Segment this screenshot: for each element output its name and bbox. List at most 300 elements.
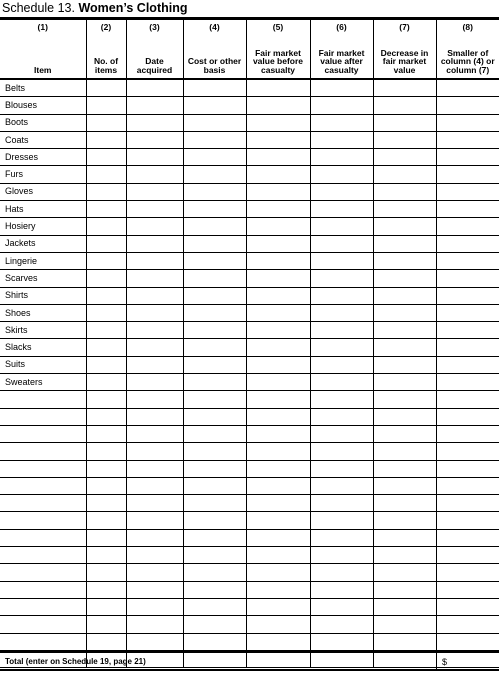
item-name-cell[interactable]: Boots [0, 114, 86, 131]
no-items-cell[interactable] [86, 270, 126, 287]
fmv-before-cell[interactable] [246, 391, 310, 408]
fmv-before-cell[interactable] [246, 252, 310, 269]
cost-basis-cell[interactable] [183, 322, 246, 339]
fmv-before-cell[interactable] [246, 201, 310, 218]
cost-basis-cell[interactable] [183, 443, 246, 460]
fmv-before-cell[interactable] [246, 547, 310, 564]
fmv-after-cell[interactable] [310, 270, 373, 287]
no-items-cell[interactable] [86, 166, 126, 183]
no-items-cell[interactable] [86, 374, 126, 391]
no-items-cell[interactable] [86, 408, 126, 425]
fmv-after-cell[interactable] [310, 495, 373, 512]
decrease-fmv-cell[interactable] [373, 287, 436, 304]
date-acquired-cell[interactable] [126, 97, 183, 114]
date-acquired-cell[interactable] [126, 512, 183, 529]
date-acquired-cell[interactable] [126, 598, 183, 615]
cost-basis-cell[interactable] [183, 218, 246, 235]
decrease-fmv-cell[interactable] [373, 547, 436, 564]
fmv-before-cell[interactable] [246, 564, 310, 581]
smaller-of-cell[interactable] [436, 183, 499, 200]
smaller-of-cell[interactable] [436, 512, 499, 529]
cost-basis-cell[interactable] [183, 460, 246, 477]
item-name-cell[interactable]: Skirts [0, 322, 86, 339]
table-row [0, 235, 499, 252]
fmv-before-cell[interactable] [246, 477, 310, 494]
cost-basis-cell[interactable] [183, 356, 246, 373]
no-items-cell[interactable] [86, 477, 126, 494]
decrease-fmv-cell[interactable] [373, 391, 436, 408]
item-name-cell[interactable] [0, 547, 86, 564]
cost-basis-cell[interactable] [183, 79, 246, 97]
total-amount-cell[interactable] [436, 653, 499, 669]
cost-basis-cell[interactable] [183, 633, 246, 650]
table-row [0, 460, 499, 477]
decrease-fmv-cell[interactable] [373, 270, 436, 287]
smaller-of-cell[interactable] [436, 374, 499, 391]
smaller-of-cell[interactable] [436, 114, 499, 131]
smaller-of-cell[interactable] [436, 356, 499, 373]
smaller-of-cell[interactable] [436, 616, 499, 633]
decrease-fmv-cell[interactable] [373, 252, 436, 269]
smaller-of-cell[interactable] [436, 564, 499, 581]
no-items-cell[interactable] [86, 598, 126, 615]
table-row [0, 270, 499, 287]
fmv-before-cell[interactable] [246, 443, 310, 460]
cost-basis-cell[interactable] [183, 598, 246, 615]
item-name-cell[interactable]: Gloves [0, 183, 86, 200]
date-acquired-cell[interactable] [126, 581, 183, 598]
no-items-cell[interactable] [86, 356, 126, 373]
col-label: No. of items [93, 56, 119, 75]
date-acquired-cell[interactable] [126, 425, 183, 442]
no-items-cell[interactable] [86, 149, 126, 166]
smaller-of-cell[interactable] [436, 304, 499, 321]
item-name-cell[interactable] [0, 633, 86, 650]
table-row [0, 581, 499, 598]
fmv-after-cell[interactable] [310, 477, 373, 494]
decrease-fmv-cell[interactable] [373, 443, 436, 460]
cost-basis-cell[interactable] [183, 512, 246, 529]
no-items-cell[interactable] [86, 97, 126, 114]
smaller-of-cell[interactable] [436, 149, 499, 166]
col-label: Decrease in fair market value [380, 47, 429, 75]
header-no-items [86, 20, 126, 80]
schedule-name: Women’s Clothing [78, 1, 188, 15]
fmv-before-cell[interactable] [246, 304, 310, 321]
fmv-before-cell[interactable] [246, 114, 310, 131]
smaller-of-cell[interactable] [436, 633, 499, 650]
item-name-cell[interactable] [0, 391, 86, 408]
decrease-fmv-cell[interactable] [373, 218, 436, 235]
table-row [0, 564, 499, 581]
decrease-fmv-cell[interactable] [373, 425, 436, 442]
cost-basis-cell[interactable] [183, 408, 246, 425]
decrease-fmv-cell[interactable] [373, 166, 436, 183]
fmv-after-cell[interactable] [310, 356, 373, 373]
fmv-before-cell[interactable] [246, 598, 310, 615]
cost-basis-cell[interactable] [183, 477, 246, 494]
item-name-cell[interactable] [0, 529, 86, 546]
col-label: Smaller of column (4) or column (7) [440, 47, 495, 75]
fmv-after-cell[interactable] [310, 201, 373, 218]
table-row [0, 97, 499, 114]
decrease-fmv-cell[interactable] [373, 581, 436, 598]
no-items-cell[interactable] [86, 201, 126, 218]
fmv-before-cell[interactable] [246, 166, 310, 183]
decrease-fmv-cell[interactable] [373, 495, 436, 512]
cost-basis-cell[interactable] [183, 547, 246, 564]
decrease-fmv-cell[interactable] [373, 633, 436, 650]
fmv-after-cell[interactable] [310, 616, 373, 633]
date-acquired-cell[interactable] [126, 149, 183, 166]
date-acquired-cell[interactable] [126, 131, 183, 148]
fmv-before-cell[interactable] [246, 356, 310, 373]
fmv-before-cell[interactable] [246, 633, 310, 650]
item-name-cell[interactable] [0, 581, 86, 598]
fmv-after-cell[interactable] [310, 633, 373, 650]
fmv-before-cell[interactable] [246, 339, 310, 356]
col-num: (8) [462, 22, 473, 32]
table-row [0, 547, 499, 564]
fmv-after-cell[interactable] [310, 425, 373, 442]
date-acquired-cell[interactable] [126, 252, 183, 269]
smaller-of-cell[interactable] [436, 201, 499, 218]
fmv-after-cell[interactable] [310, 547, 373, 564]
item-name-cell[interactable]: Scarves [0, 270, 86, 287]
table-row [0, 287, 499, 304]
decrease-fmv-cell[interactable] [373, 131, 436, 148]
total-currency: $ [442, 657, 448, 667]
total-label: Total (enter on Schedule 19, page 21) [5, 657, 146, 666]
date-acquired-cell[interactable] [126, 304, 183, 321]
decrease-fmv-cell[interactable] [373, 149, 436, 166]
cost-basis-cell[interactable] [183, 564, 246, 581]
table-row [0, 374, 499, 391]
no-items-cell[interactable] [86, 633, 126, 650]
date-acquired-cell[interactable] [126, 391, 183, 408]
item-name-cell[interactable] [0, 564, 86, 581]
smaller-of-cell[interactable] [436, 339, 499, 356]
table-row [0, 131, 499, 148]
date-acquired-cell[interactable] [126, 166, 183, 183]
item-name-cell[interactable]: Suits [0, 356, 86, 373]
smaller-of-cell[interactable] [436, 166, 499, 183]
decrease-fmv-cell[interactable] [373, 235, 436, 252]
decrease-fmv-cell[interactable] [373, 460, 436, 477]
smaller-of-cell[interactable] [436, 495, 499, 512]
no-items-cell[interactable] [86, 425, 126, 442]
table-row [0, 252, 499, 269]
fmv-before-cell[interactable] [246, 408, 310, 425]
no-items-cell[interactable] [86, 235, 126, 252]
item-name-cell[interactable] [0, 477, 86, 494]
fmv-before-cell[interactable] [246, 287, 310, 304]
no-items-cell[interactable] [86, 495, 126, 512]
date-acquired-cell[interactable] [126, 287, 183, 304]
date-acquired-cell[interactable] [126, 322, 183, 339]
fmv-after-cell[interactable] [310, 460, 373, 477]
fmv-after-cell[interactable] [310, 512, 373, 529]
no-items-cell[interactable] [86, 287, 126, 304]
no-items-cell[interactable] [86, 183, 126, 200]
no-items-cell[interactable] [86, 304, 126, 321]
cost-basis-cell[interactable] [183, 581, 246, 598]
fmv-before-cell[interactable] [246, 322, 310, 339]
fmv-before-cell[interactable] [246, 425, 310, 442]
decrease-fmv-cell[interactable] [373, 114, 436, 131]
item-name-cell[interactable] [0, 616, 86, 633]
no-items-cell[interactable] [86, 339, 126, 356]
date-acquired-cell[interactable] [126, 339, 183, 356]
table-row [0, 322, 499, 339]
smaller-of-cell[interactable] [436, 477, 499, 494]
smaller-of-cell[interactable] [436, 322, 499, 339]
cost-basis-cell[interactable] [183, 235, 246, 252]
date-acquired-cell[interactable] [126, 218, 183, 235]
no-items-cell[interactable] [86, 564, 126, 581]
table-row [0, 633, 499, 650]
col-label: Date acquired [136, 56, 173, 75]
cost-basis-cell[interactable] [183, 183, 246, 200]
date-acquired-cell[interactable] [126, 529, 183, 546]
date-acquired-cell[interactable] [126, 564, 183, 581]
smaller-of-cell[interactable] [436, 529, 499, 546]
fmv-after-cell[interactable] [310, 235, 373, 252]
date-acquired-cell[interactable] [126, 547, 183, 564]
decrease-fmv-cell[interactable] [373, 304, 436, 321]
fmv-after-cell[interactable] [310, 564, 373, 581]
date-acquired-cell[interactable] [126, 114, 183, 131]
fmv-before-cell[interactable] [246, 581, 310, 598]
smaller-of-cell[interactable] [436, 443, 499, 460]
cost-basis-cell[interactable] [183, 252, 246, 269]
item-name-cell[interactable] [0, 443, 86, 460]
cost-basis-cell[interactable] [183, 425, 246, 442]
fmv-before-cell[interactable] [246, 235, 310, 252]
fmv-after-cell[interactable] [310, 339, 373, 356]
fmv-before-cell[interactable] [246, 374, 310, 391]
fmv-before-cell[interactable] [246, 529, 310, 546]
decrease-fmv-cell[interactable] [373, 529, 436, 546]
decrease-fmv-cell[interactable] [373, 598, 436, 615]
cost-basis-cell[interactable] [183, 201, 246, 218]
smaller-of-cell[interactable] [436, 460, 499, 477]
no-items-cell[interactable] [86, 512, 126, 529]
fmv-after-cell[interactable] [310, 391, 373, 408]
date-acquired-cell[interactable] [126, 408, 183, 425]
cost-basis-cell[interactable] [183, 529, 246, 546]
smaller-of-cell[interactable] [436, 235, 499, 252]
decrease-fmv-cell[interactable] [373, 97, 436, 114]
item-name-cell[interactable] [0, 425, 86, 442]
fmv-after-cell[interactable] [310, 374, 373, 391]
fmv-before-cell[interactable] [246, 270, 310, 287]
no-items-cell[interactable] [86, 581, 126, 598]
fmv-after-cell[interactable] [310, 131, 373, 148]
item-name-cell[interactable] [0, 495, 86, 512]
fmv-after-cell[interactable] [310, 304, 373, 321]
date-acquired-cell[interactable] [126, 495, 183, 512]
date-acquired-cell[interactable] [126, 235, 183, 252]
smaller-of-cell[interactable] [436, 270, 499, 287]
no-items-cell[interactable] [86, 529, 126, 546]
item-name-cell[interactable]: Coats [0, 131, 86, 148]
fmv-before-cell[interactable] [246, 616, 310, 633]
no-items-cell[interactable] [86, 79, 126, 97]
cost-basis-cell[interactable] [183, 616, 246, 633]
decrease-fmv-cell[interactable] [373, 512, 436, 529]
item-name-cell[interactable]: Belts [0, 79, 86, 97]
smaller-of-cell[interactable] [436, 408, 499, 425]
no-items-cell[interactable] [86, 616, 126, 633]
header-row [0, 20, 499, 80]
cost-basis-cell[interactable] [183, 304, 246, 321]
item-name-cell[interactable] [0, 408, 86, 425]
fmv-after-cell[interactable] [310, 97, 373, 114]
fmv-before-cell[interactable] [246, 183, 310, 200]
schedule-title [2, 1, 188, 15]
header-fmv-after [310, 20, 373, 80]
decrease-fmv-cell[interactable] [373, 201, 436, 218]
header-fmv-before [246, 20, 310, 80]
smaller-of-cell[interactable] [436, 547, 499, 564]
fmv-before-cell[interactable] [246, 79, 310, 97]
item-name-cell[interactable]: Sweaters [0, 374, 86, 391]
cost-basis-cell[interactable] [183, 97, 246, 114]
item-name-cell[interactable]: Slacks [0, 339, 86, 356]
cost-basis-cell[interactable] [183, 391, 246, 408]
smaller-of-cell[interactable] [436, 425, 499, 442]
fmv-after-cell[interactable] [310, 166, 373, 183]
smaller-of-cell[interactable] [436, 131, 499, 148]
item-name-cell[interactable]: Furs [0, 166, 86, 183]
fmv-after-cell[interactable] [310, 408, 373, 425]
date-acquired-cell[interactable] [126, 201, 183, 218]
fmv-after-cell[interactable] [310, 287, 373, 304]
decrease-fmv-cell[interactable] [373, 339, 436, 356]
no-items-cell[interactable] [86, 218, 126, 235]
decrease-fmv-cell[interactable] [373, 477, 436, 494]
item-name-cell[interactable]: Blouses [0, 97, 86, 114]
cost-basis-cell[interactable] [183, 166, 246, 183]
fmv-after-cell[interactable] [310, 443, 373, 460]
smaller-of-cell[interactable] [436, 97, 499, 114]
date-acquired-cell[interactable] [126, 443, 183, 460]
fmv-before-cell[interactable] [246, 149, 310, 166]
smaller-of-cell[interactable] [436, 252, 499, 269]
no-items-cell[interactable] [86, 391, 126, 408]
cost-basis-cell[interactable] [183, 270, 246, 287]
cost-basis-cell[interactable] [183, 149, 246, 166]
fmv-after-cell[interactable] [310, 149, 373, 166]
fmv-before-cell[interactable] [246, 97, 310, 114]
no-items-cell[interactable] [86, 322, 126, 339]
fmv-before-cell[interactable] [246, 131, 310, 148]
cost-basis-cell[interactable] [183, 114, 246, 131]
date-acquired-cell[interactable] [126, 270, 183, 287]
no-items-cell[interactable] [86, 114, 126, 131]
fmv-after-cell[interactable] [310, 322, 373, 339]
decrease-fmv-cell[interactable] [373, 616, 436, 633]
fmv-before-cell[interactable] [246, 460, 310, 477]
item-name-cell[interactable]: Shoes [0, 304, 86, 321]
fmv-before-cell[interactable] [246, 218, 310, 235]
smaller-of-cell[interactable] [436, 391, 499, 408]
fmv-after-cell[interactable] [310, 218, 373, 235]
table-row [0, 408, 499, 425]
no-items-cell[interactable] [86, 131, 126, 148]
no-items-cell[interactable] [86, 547, 126, 564]
table-row [0, 495, 499, 512]
fmv-after-cell[interactable] [310, 598, 373, 615]
cost-basis-cell[interactable] [183, 339, 246, 356]
date-acquired-cell[interactable] [126, 477, 183, 494]
fmv-after-cell[interactable] [310, 114, 373, 131]
smaller-of-cell[interactable] [436, 581, 499, 598]
date-acquired-cell[interactable] [126, 79, 183, 97]
fmv-after-cell[interactable] [310, 581, 373, 598]
smaller-of-cell[interactable] [436, 218, 499, 235]
item-name-cell[interactable] [0, 512, 86, 529]
decrease-fmv-cell[interactable] [373, 374, 436, 391]
item-name-cell[interactable]: Shirts [0, 287, 86, 304]
date-acquired-cell[interactable] [126, 374, 183, 391]
header-date-acquired [126, 20, 183, 80]
decrease-fmv-cell[interactable] [373, 564, 436, 581]
item-name-cell[interactable]: Hosiery [0, 218, 86, 235]
decrease-fmv-cell[interactable] [373, 79, 436, 97]
fmv-before-cell[interactable] [246, 512, 310, 529]
smaller-of-cell[interactable] [436, 287, 499, 304]
item-name-cell[interactable] [0, 598, 86, 615]
date-acquired-cell[interactable] [126, 356, 183, 373]
smaller-of-cell[interactable] [436, 79, 499, 97]
cost-basis-cell[interactable] [183, 374, 246, 391]
item-name-cell[interactable] [0, 460, 86, 477]
fmv-before-cell[interactable] [246, 495, 310, 512]
fmv-after-cell[interactable] [310, 252, 373, 269]
table-row [0, 201, 499, 218]
decrease-fmv-cell[interactable] [373, 408, 436, 425]
item-name-cell[interactable]: Lingerie [0, 252, 86, 269]
cost-basis-cell[interactable] [183, 495, 246, 512]
decrease-fmv-cell[interactable] [373, 322, 436, 339]
item-name-cell[interactable]: Dresses [0, 149, 86, 166]
smaller-of-cell[interactable] [436, 598, 499, 615]
date-acquired-cell[interactable] [126, 616, 183, 633]
date-acquired-cell[interactable] [126, 183, 183, 200]
fmv-after-cell[interactable] [310, 183, 373, 200]
table-row [0, 512, 499, 529]
decrease-fmv-cell[interactable] [373, 356, 436, 373]
cost-basis-cell[interactable] [183, 287, 246, 304]
no-items-cell[interactable] [86, 460, 126, 477]
cost-basis-cell[interactable] [183, 131, 246, 148]
date-acquired-cell[interactable] [126, 460, 183, 477]
fmv-after-cell[interactable] [310, 79, 373, 97]
item-name-cell[interactable]: Jackets [0, 235, 86, 252]
table-row [0, 443, 499, 460]
header-cost-basis [183, 20, 246, 80]
no-items-cell[interactable] [86, 443, 126, 460]
table-row [0, 79, 499, 97]
col-label: Cost or other basis [187, 56, 242, 75]
no-items-cell[interactable] [86, 252, 126, 269]
decrease-fmv-cell[interactable] [373, 183, 436, 200]
date-acquired-cell[interactable] [126, 633, 183, 650]
item-name-cell[interactable]: Hats [0, 201, 86, 218]
fmv-after-cell[interactable] [310, 529, 373, 546]
